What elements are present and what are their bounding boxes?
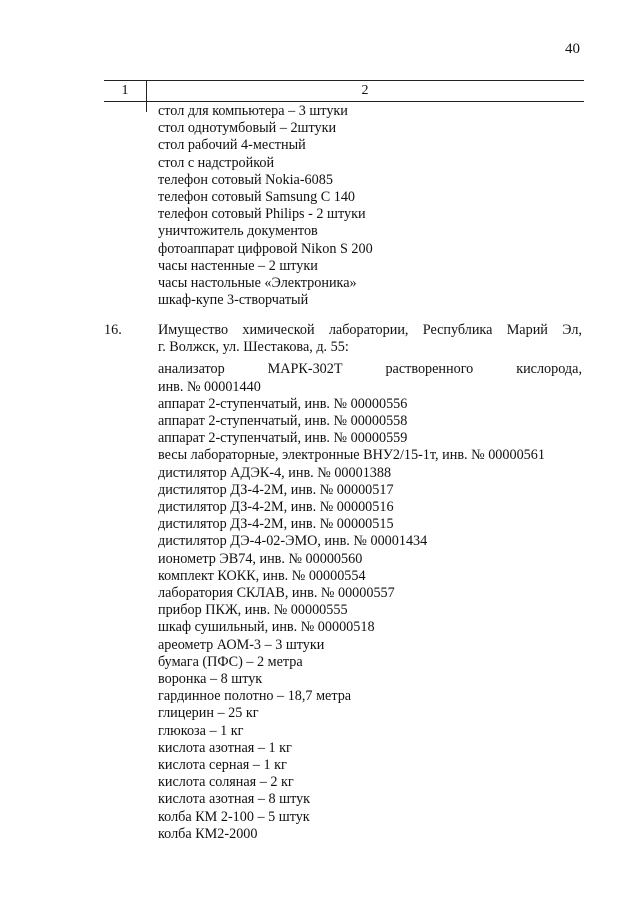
section-body — [158, 322, 582, 843]
list-item: телефон сотовый Nokia-6085 — [158, 171, 333, 188]
list-item: глицерин – 25 кг — [158, 705, 259, 722]
item-word: растворенного — [385, 361, 474, 378]
first-item-line-2: инв. № 00001440 — [158, 378, 261, 395]
list-item: колба КМ2-2000 — [158, 825, 258, 842]
list-item: кислота соляная – 2 кг — [158, 774, 294, 791]
list-item: ионометр ЭВ74, инв. № 00000560 — [158, 550, 363, 567]
table-header-col-2: 2 — [361, 83, 369, 98]
item-word: МАРК-302Т — [267, 361, 343, 378]
list-item: лаборатория СКЛАВ, инв. № 00000557 — [158, 585, 395, 602]
item-word: кислорода, — [516, 361, 582, 378]
list-item: кислота азотная – 8 штук — [158, 791, 311, 808]
list-item: комплект КОКК, инв. № 00000554 — [158, 567, 366, 584]
title-word: Марий — [506, 322, 548, 338]
list-item: весы лабораторные, электронные ВНУ2/15-1т, инв. № 00000561 — [158, 447, 545, 464]
list-item: стол однотумбовый – 2штуки — [158, 120, 337, 137]
title-word: Республика — [422, 322, 493, 338]
section-16 — [104, 322, 582, 843]
list-item: дистилятор ДЗ-4-2М, инв. № 00000517 — [158, 481, 394, 498]
list-item: часы настольные «Электроника» — [158, 275, 357, 292]
list-item: воронка – 8 штук — [158, 671, 263, 688]
list-item: прибор ПКЖ, инв. № 00000555 — [158, 602, 348, 619]
list-item: глюкоза – 1 кг — [158, 722, 244, 739]
list-item: шкаф-купе 3-створчатый — [158, 292, 309, 309]
section-title-line-1 — [158, 322, 582, 339]
table-header-row — [104, 80, 584, 102]
list-item: колба КМ 2-100 – 5 штук — [158, 808, 310, 825]
title-word: лаборатории, — [328, 322, 409, 338]
section-title-line-2: г. Волжск, ул. Шестакова, д. 55: — [158, 339, 349, 356]
section-number: 16. — [104, 322, 122, 338]
list-item: фотоаппарат цифровой Nikon S 200 — [158, 240, 373, 257]
list-item: дистилятор ДЗ-4-2М, инв. № 00000516 — [158, 499, 394, 516]
column-divider — [146, 80, 147, 112]
list-item: аппарат 2-ступенчатый, инв. № 00000556 — [158, 395, 408, 412]
first-item-line-1 — [158, 361, 582, 378]
list-item: кислота азотная – 1 кг — [158, 739, 292, 756]
list-item: шкаф сушильный, инв. № 00000518 — [158, 619, 375, 636]
list-item: кислота серная – 1 кг — [158, 757, 287, 774]
list-item: часы настенные – 2 штуки — [158, 257, 318, 274]
list-item: телефон сотовый Philips - 2 штуки — [158, 206, 366, 223]
list-item: аппарат 2-ступенчатый, инв. № 00000559 — [158, 430, 408, 447]
title-word: химической — [242, 322, 315, 338]
title-word: Имущество — [158, 322, 229, 338]
list-item: телефон сотовый Samsung С 140 — [158, 189, 356, 206]
list-item: бумага (ПФС) – 2 метра — [158, 653, 303, 670]
items-list-top — [158, 103, 582, 309]
list-item: стол для компьютера – 3 штуки — [158, 103, 348, 119]
title-word: Эл, — [562, 322, 582, 338]
list-item: стол с надстройкой — [158, 154, 275, 171]
list-item: дистилятор ДЭ-4-02-ЭМО, инв. № 00001434 — [158, 533, 428, 550]
list-item: стол рабочий 4-местный — [158, 137, 306, 154]
list-item: дистилятор АДЭК-4, инв. № 00001388 — [158, 464, 392, 481]
list-item: аппарат 2-ступенчатый, инв. № 00000558 — [158, 413, 408, 430]
item-word: анализатор — [158, 361, 225, 378]
list-item: дистилятор ДЗ-4-2М, инв. № 00000515 — [158, 516, 394, 533]
list-item: гардинное полотно – 18,7 метра — [158, 688, 352, 705]
page-number: 40 — [565, 41, 580, 57]
list-item: уничтожитель документов — [158, 223, 318, 240]
list-item: ареометр АОМ-3 – 3 штуки — [158, 636, 325, 653]
table-header-col-1: 1 — [121, 83, 129, 98]
